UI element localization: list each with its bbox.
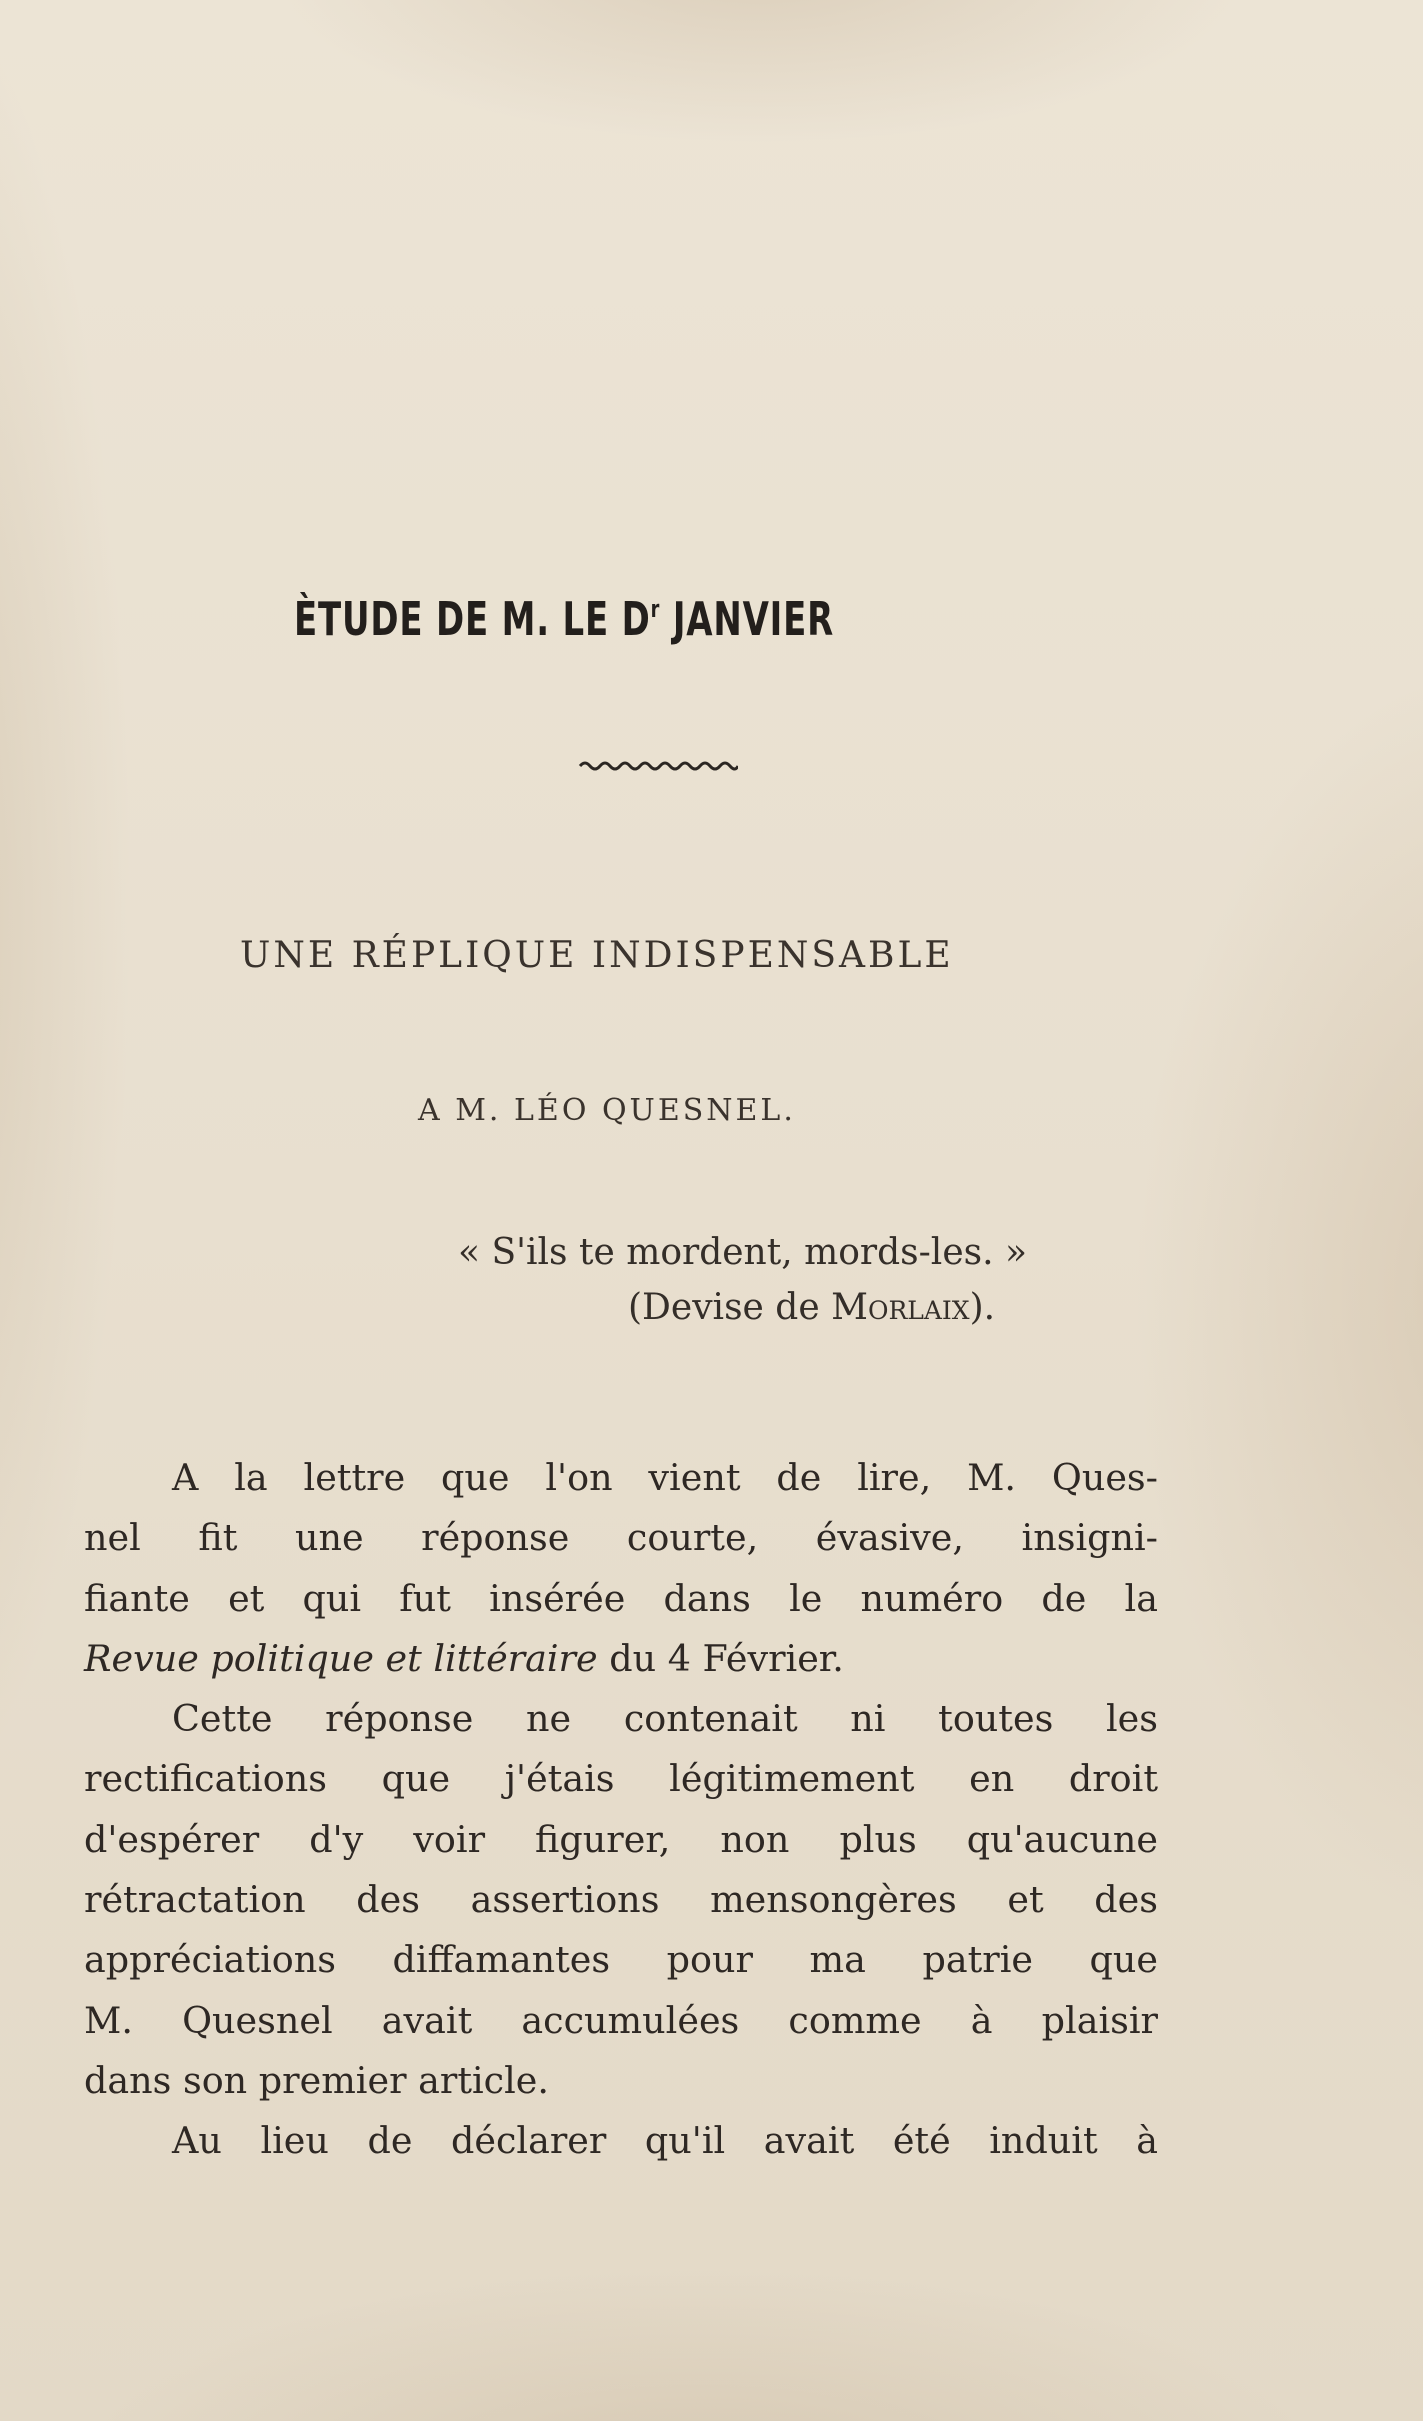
title-name: JANVIER [672, 592, 835, 646]
title-superscript: r [650, 595, 661, 623]
title-main: ÈTUDE DE M. LE D [294, 592, 651, 646]
epigraph-attribution [628, 1287, 995, 1328]
text-line: d'espérer d'y voir figurer, non plus qu'aucune [84, 1817, 1158, 1861]
text-line: Au lieu de déclarer qu'il avait été induit à [172, 2119, 1158, 2163]
text-line: appréciations diffamantes pour ma patrie que [84, 1938, 1158, 1982]
attribution-name: Morlaix [831, 1287, 970, 1328]
dedication: A M. LÉO QUESNEL. [418, 1093, 796, 1128]
text-line: A la lettre que l'on vient de lire, M. Ques- [172, 1456, 1158, 1499]
text-line: Cette réponse ne contenait ni toutes les [172, 1697, 1158, 1741]
text-line: nel fit une réponse courte, évasive, insigni- [84, 1516, 1158, 1560]
attribution-suffix: ). [969, 1287, 996, 1328]
body-text [84, 1448, 1158, 2172]
section-subtitle: UNE RÉPLIQUE INDISPENSABLE [240, 935, 954, 976]
paragraph-1 [84, 1448, 1158, 1689]
wavy-rule-ornament [578, 756, 738, 776]
text-line: fiante et qui fut insérée dans le numéro de la [84, 1576, 1158, 1620]
text-line [84, 1629, 1158, 1689]
text-line: rétractation des assertions mensongères et des [84, 1878, 1158, 1922]
epigraph-quote: « S'ils te mordent, mords-les. » [458, 1232, 1028, 1273]
text-line: M. Quesnel avait accumulées comme à plaisir [84, 1998, 1158, 2042]
page-title [53, 592, 1220, 646]
text-line: dans son premier article. [84, 2058, 550, 2102]
text-line: rectifications que j'étais légitimement en droit [84, 1757, 1158, 1801]
attribution-prefix: (Devise de [628, 1287, 820, 1328]
line-rest: du 4 Février. [609, 1636, 844, 1680]
journal-title: Revue politique et littéraire [84, 1636, 598, 1680]
paragraph-3 [128, 2111, 1158, 2171]
paragraph-2 [84, 1689, 1158, 2111]
